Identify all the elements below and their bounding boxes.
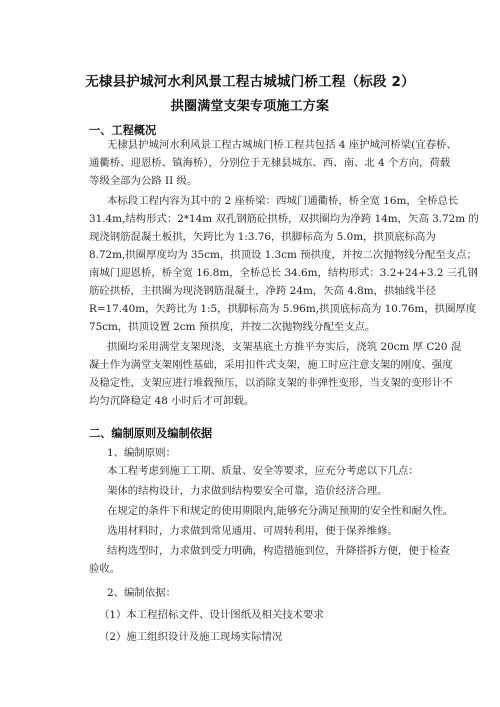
paragraph-line: 选用材料时，力求做到常见通用、可周转利用，便于保养维修。 — [107, 525, 398, 537]
paragraph-line: 架体的结构设计，力求做到结构要安全可靠，造价经济合理。 — [107, 485, 388, 497]
paragraph-line: 无棣县护城河水利风景工程古城城门桥工程共包括 4 座护城河桥梁(宜春桥、 — [107, 139, 457, 151]
paragraph-line: 31.4m,结构形式：2*14m 双孔钢筋砼拱桥，双拱圈均为净跨 14m，矢高 3.72m 的 — [89, 213, 479, 225]
section-heading-principles: 二、编制原则及编制依据 — [89, 427, 213, 440]
paragraph-line: 均匀沉降稳定 48 小时后才可卸载。 — [89, 395, 255, 407]
paragraph-line: 现浇钢筋混凝土板拱，矢跨比为 1:3.76，拱脚标高为 5.0m，拱顶底标高为 — [89, 231, 436, 243]
list-item: （2）施工组织设计及施工现场实际情况 — [99, 631, 283, 643]
paragraph-line: 验收。 — [89, 563, 121, 575]
list-item: （1）本工程招标文件、设计图纸及相关技术要求 — [99, 609, 324, 621]
document-title: 无棣县护城河水利风景工程古城城门桥工程（标段 2） — [85, 74, 415, 90]
paragraph-line: 75cm，拱顶设置 2cm 预拱度，并按二次抛物线分配至支点。 — [89, 321, 376, 333]
paragraph-line: 凝土作为满堂支架刚性基础，采用扣件式支架，施工时应注意支架的刚度、强度 — [89, 359, 453, 371]
section-heading-overview: 一、工程概况 — [89, 124, 157, 137]
paragraph-line: 拱圈均采用满堂支架现浇，支架基底土方推平夯实后，浇筑 20cm 厚 C20 混 — [107, 341, 462, 353]
paragraph-line: 通衢桥、迎恩桥、镇海桥），分别位于无棣县城东、西、南、北 4 个方向，荷载 — [89, 157, 451, 169]
paragraph-line: 本工程考虑到施工工期、质量、安全等要求，应充分考虑以下几点： — [107, 465, 419, 477]
paragraph-line: 南城门迎恩桥，桥全宽 16.8m，全桥总长 34.6m，结构形式：3.2+24+3.2 三孔钢 — [89, 267, 478, 279]
paragraph-line: 本标段工程内容为其中的 2 座桥梁：西城门通衢桥，桥全宽 16m，全桥总长 — [107, 195, 459, 207]
subsection-heading: 2、编制依据： — [107, 587, 176, 599]
paragraph-line: R=17.40m，矢跨比为 1:5，拱脚标高为 5.96m,拱顶底标高为 10.76m，拱圈厚度 — [89, 303, 477, 315]
paragraph-line: 筋砼拱桥，主拱圈为现浇钢筋混凝土，净跨 24m，矢高 4.8m，拱轴线半径 — [89, 285, 436, 297]
paragraph-line: 结构选型时，力求做到受力明确，构造措施到位，升降搭拆方便，便于检查 — [107, 545, 450, 557]
paragraph-line: 及稳定性，支架应进行堆载预压，以消除支架的非弹性变形，当支架的变形计不 — [89, 377, 453, 389]
paragraph-line: 在规定的条件下和规定的使用期限内,能够充分满足预期的安全性和耐久性。 — [107, 505, 454, 517]
subsection-heading: 1、编制原则： — [107, 447, 176, 459]
paragraph-line: 8.72m,拱圈厚度均为 35cm，拱顶设 1.3cm 预拱度，并按二次抛物线分配至支点； — [89, 249, 477, 261]
paragraph-line: 等级全部为公路 II 级。 — [89, 175, 198, 187]
document-subtitle: 拱圈满堂支架专项施工方案 — [170, 99, 330, 114]
